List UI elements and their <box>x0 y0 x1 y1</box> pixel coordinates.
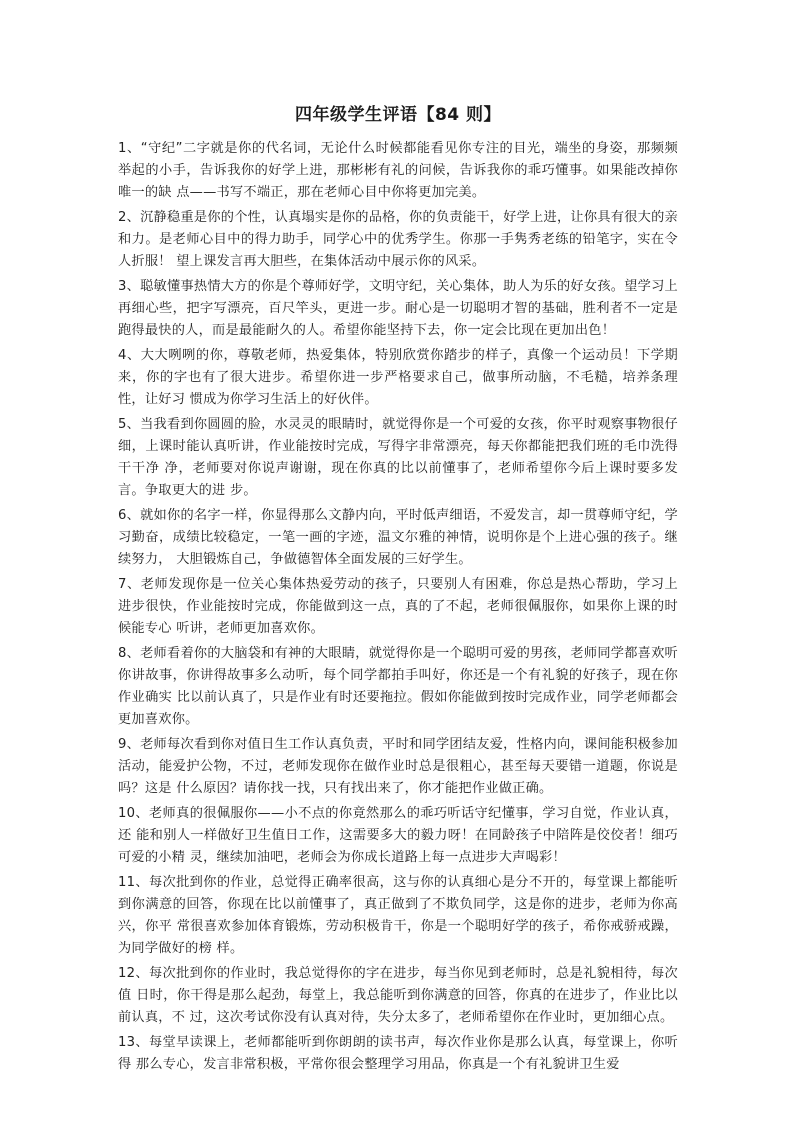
comment-item: 2、沉静稳重是你的个性，认真塌实是你的品格，你的负责能干，好学上进，让你具有很大的亲 和力。是老师心目中的得力助手，同学心中的优秀学生。你那一手隽秀老练的铅笔字，实在令人折服！ 望上课发言再大胆些，在集体活动中展示你的风采。 <box>118 210 678 269</box>
comment-list <box>118 138 678 1076</box>
comment-item: 1、“守纪”二字就是你的代名词，无论什么时候都能看见你专注的目光，端坐的身姿，那频频 举起的小手，告诉我你的好学上进，那彬彬有礼的问候，告诉我你的乖巧懂事。如果能改掉你唯一的缺 点——书写不端正，那在老师心目中你将更加完美。 <box>118 141 678 200</box>
comment-item: 6、就如你的名字一样，你显得那么文静内向，平时低声细语，不爱发言，却一贯尊师守纪，学 习勤奋，成绩比较稳定，一笔一画的字迹，温文尔雅的神情，说明你是个上进心强的孩子。继续努力， 大胆锻炼自己，争做德智体全面发展的三好学生。 <box>118 508 678 567</box>
document-title: 四年级学生评语【84 则】 <box>294 105 502 125</box>
comment-item: 10、老师真的很佩服你——小不点的你竟然那么的乖巧听话守纪懂事，学习自觉，作业认真，还 能和别人一样做好卫生值日工作，这需要多大的毅力呀！在同龄孩子中陪阵是佼佼者！细巧可爱的小精 灵，继续加油吧，老师会为你成长道路上每一点进步大声喝彩！ <box>118 806 678 865</box>
comment-item: 13、每堂早读课上，老师都能听到你朗朗的读书声，每次作业你是那么认真，每堂课上，你听得 那么专心，发言非常积极，平常你很会整理学习用品，你真是一个有礼貌讲卫生爱 <box>118 1035 678 1072</box>
comment-item: 3、聪敏懂事热情大方的你是个尊师好学，文明守纪，关心集体，助人为乐的好女孩。望学习上 再细心些，把字写漂亮，百尺竿头，更进一步。耐心是一切聪明才智的基础，胜利者不一定是跑得最快的人，而是最能耐久的人。希望你能坚持下去，你一定会比现在更加出色！ <box>118 279 678 338</box>
comment-item: 11、每次批到你的作业，总觉得正确率很高，这与你的认真细心是分不开的，每堂课上都能听 到你满意的回答，你现在比以前懂事了，真正做到了不欺负同学，这是你的进步，老师为你高兴，你平 常很喜欢参加体育锻炼，劳动积极肯干，你是一个聪明好学的孩子，希你戒骄戒躁，为同学做好的榜 样。 <box>118 875 678 956</box>
comment-item: 7、老师发现你是一位关心集体热爱劳动的孩子，只要别人有困难，你总是热心帮助，学习上 进步很快，作业能按时完成，你能做到这一点，真的了不起，老师很佩服你，如果你上课的时候能专心 听讲，老师更加喜欢你。 <box>118 577 678 636</box>
comment-item: 9、老师每次看到你对值日生工作认真负责，平时和同学团结友爱，性格内向，课间能积极参加 活动，能爱护公物，不过，老师发现你在做作业时总是很粗心，甚至每天要错一道题，你说是吗？这是 什么原因？请你找一找，只有找出来了，你才能把作业做正确。 <box>118 737 678 796</box>
comment-item: 12、每次批到你的作业时，我总觉得你的字在进步，每当你见到老师时，总是礼貌相待，每次值 日时，你干得是那么起劲，每堂上，我总能听到你满意的回答，你真的在进步了，作业比以前认真，不 过，这次考试你没有认真对待，失分太多了，老师希望你在作业时，更加细心点。 <box>118 966 678 1025</box>
comment-item: 5、当我看到你圆圆的脸，水灵灵的眼睛时，就觉得你是一个可爱的女孩，你平时观察事物很仔 细，上课时能认真听讲，作业能按时完成，写得字非常漂亮，每天你都能把我们班的毛巾洗得干干净 净，老师要对你说声谢谢，现在你真的比以前懂事了，老师希望你今后上课时要多发言。争取更大的进 步。 <box>118 417 678 498</box>
comment-item: 4、大大咧咧的你，尊敬老师，热爱集体，特别欣赏你踏步的样子，真像一个运动员！下学期 来，你的字也有了很大进步。希望你进一步严格要求自己，做事所动脑，不毛糙，培养条理性，让好习 惯成为你学习生活上的好伙伴。 <box>118 348 678 407</box>
comment-item: 8、老师看着你的大脑袋和有神的大眼睛，就觉得你是一个聪明可爱的男孩，老师同学都喜欢听 你讲故事，你讲得故事多么动听，每个同学都拍手叫好，你还是一个有礼貌的好孩子，现在你作业确实 比以前认真了，只是作业有时还要拖拉。假如你能做到按时完成作业，同学老师都会更加喜欢你。 <box>118 646 678 727</box>
